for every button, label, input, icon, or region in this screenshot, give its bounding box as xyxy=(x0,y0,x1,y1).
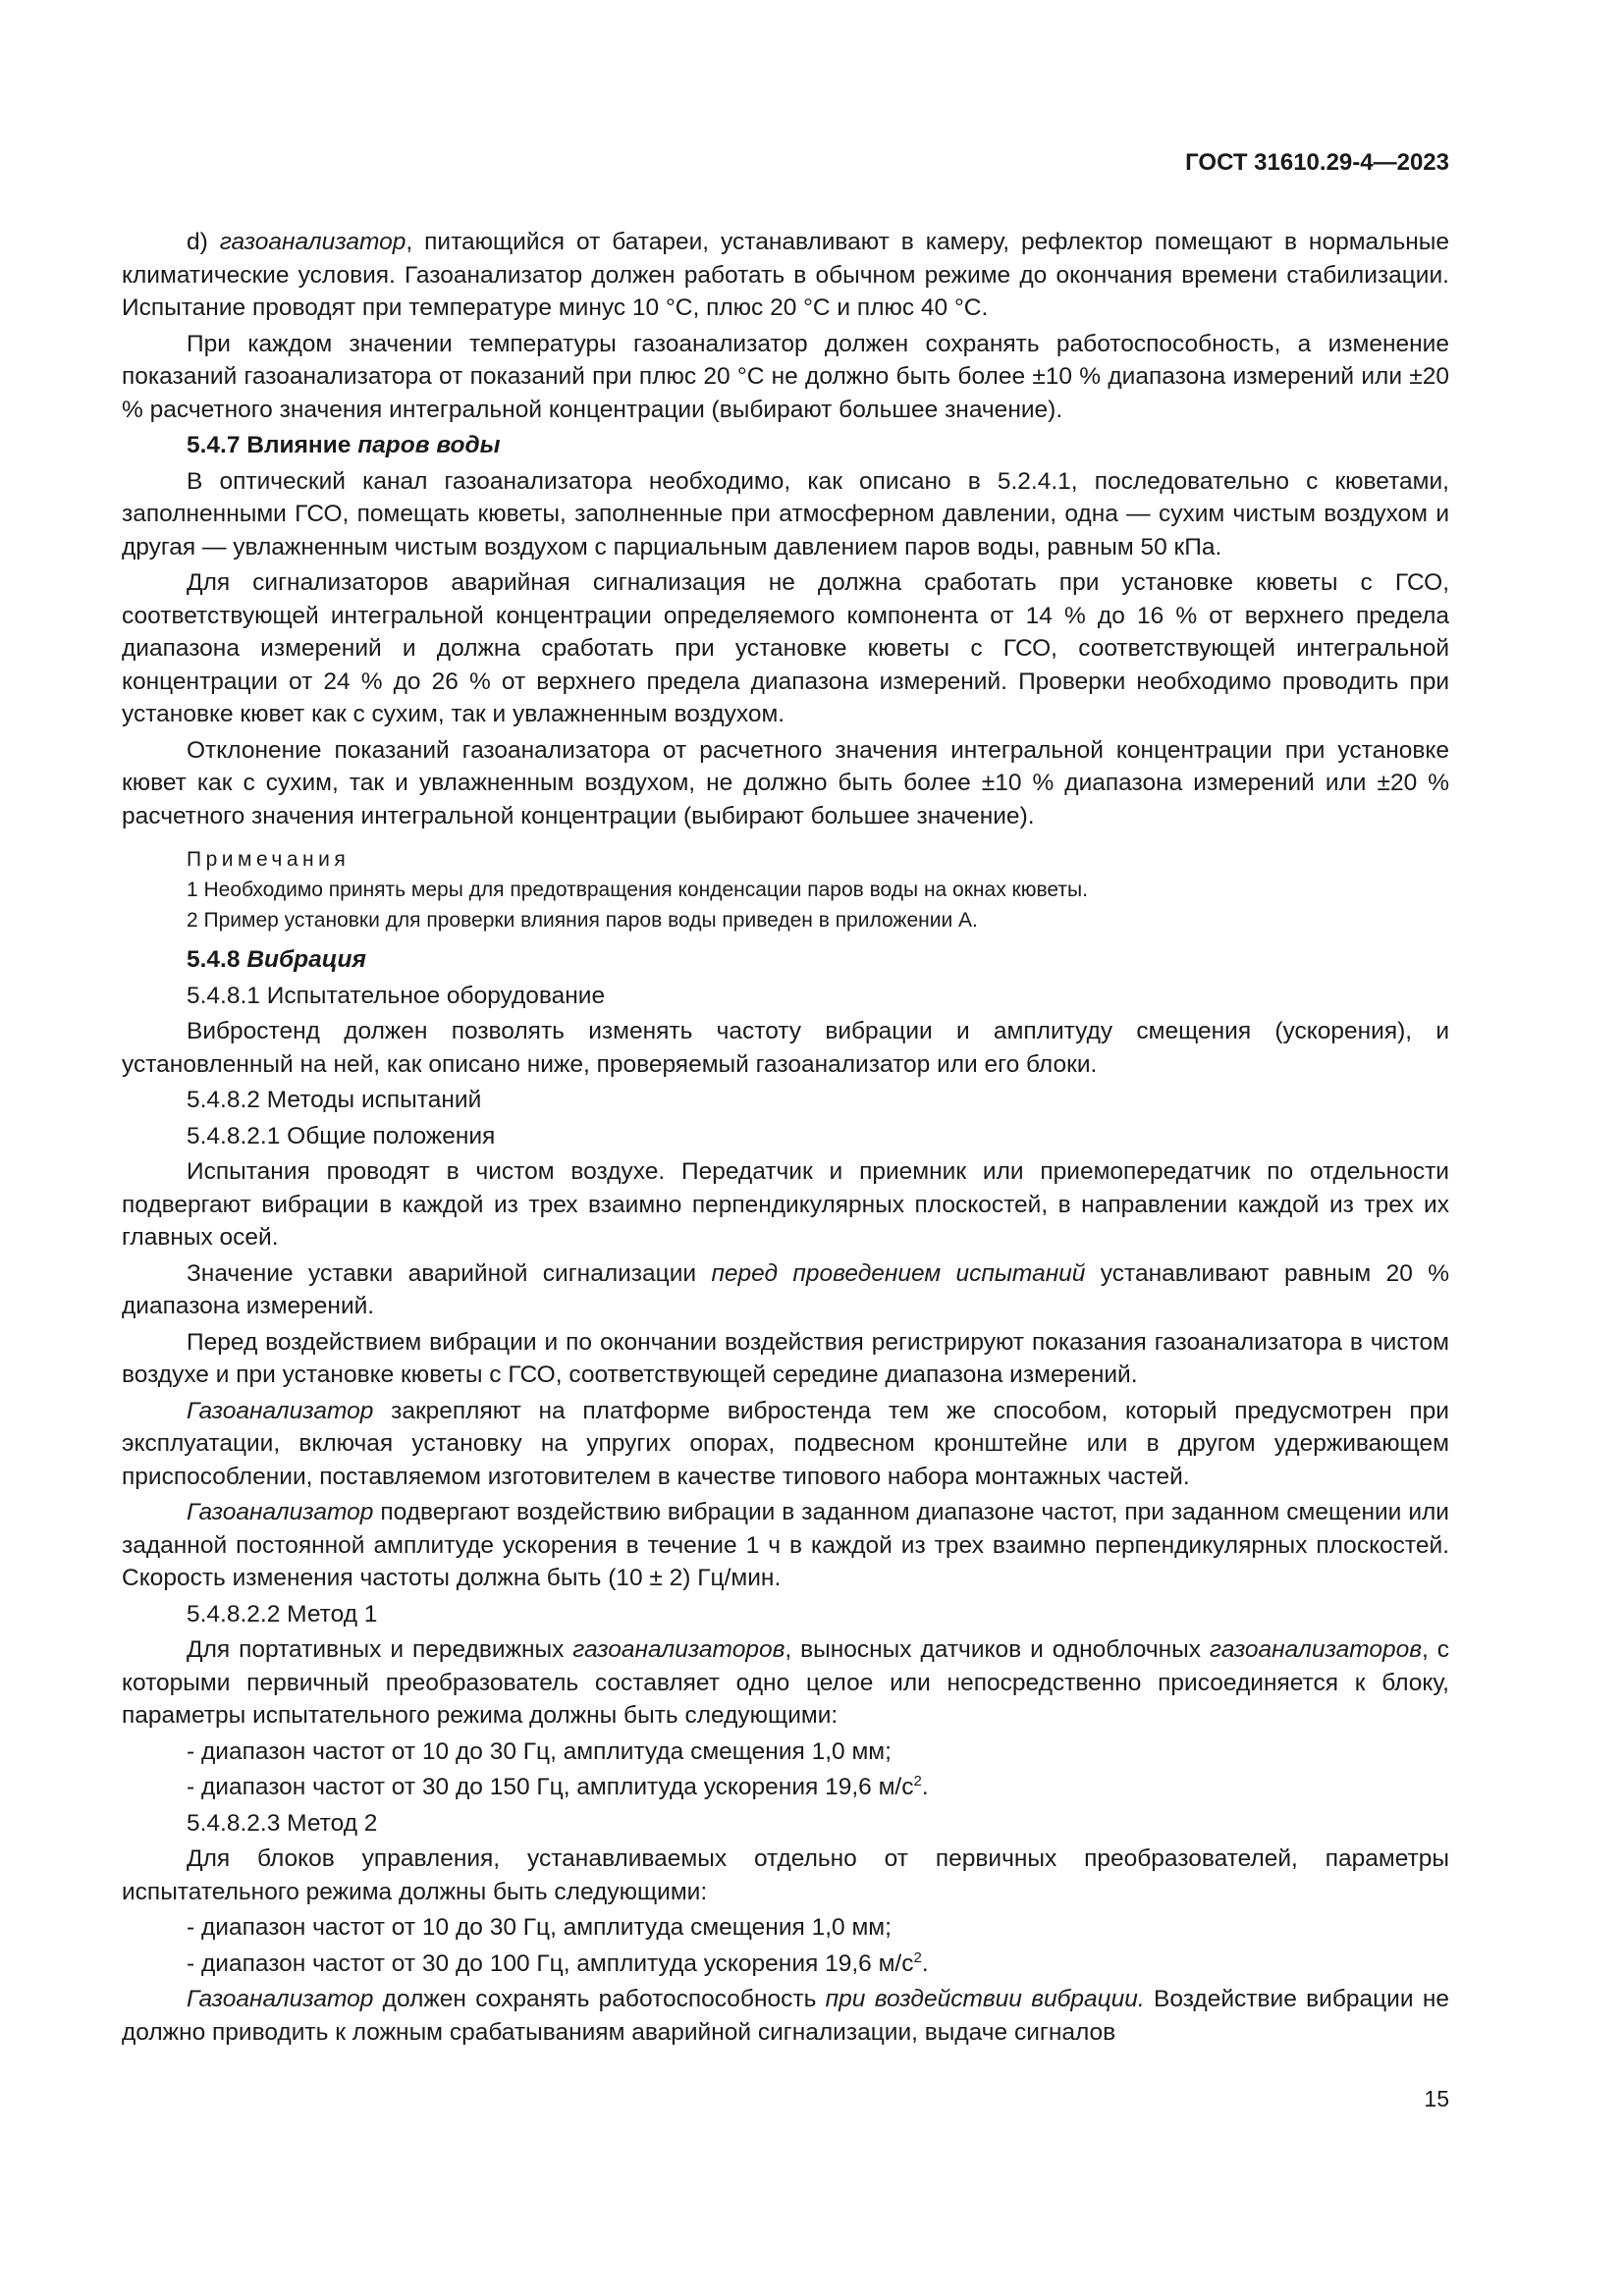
text-run: , выносных датчиков и одноблочных xyxy=(785,1636,1210,1663)
text-run: Для сигнализаторов аварийная сигнализация не должна сработать при установке кюветы с ГСО, соответствующей интегральной концентрации определяемого компонента от 14 % до 16 % от верхнего предела диапазона измерений и должна сработать при установке кюветы с ГСО, соответствующей интегральной концентрации от 24 % до 26 % от верхнего предела диапазона измерений. Проверки необходимо проводить при установке кювет как с сухим, так и увлажненным воздухом. xyxy=(122,569,1449,727)
paragraph xyxy=(122,734,1449,833)
italic-text: при воздействии вибрации. xyxy=(825,1986,1145,2012)
italic-text: газоанализаторов xyxy=(1209,1636,1422,1663)
paragraph xyxy=(122,328,1449,427)
notes-title: Примечания xyxy=(187,848,351,871)
text-run: В оптический канал газоанализатора необходимо, как описано в 5.2.4.1, последовательно с кюветами, заполненными ГСО, помещать кюветы, заполненные при атмосферном давлении, одна — сухим чистым воздухом и другая — увлажненным чистым воздухом с парциальным давлением паров воды, равным 50 кПа. xyxy=(122,467,1449,561)
subsection-heading xyxy=(122,1807,1449,1841)
section-heading xyxy=(122,429,1449,462)
list-item xyxy=(122,1948,1449,1981)
text-run: 5.4.7 Влияние xyxy=(187,432,358,458)
text-run: Для блоков управления, устанавливаемых отдельно от первичных преобразователей, параметры испытательного режима должны быть следующими: xyxy=(122,1845,1449,1905)
italic-text: Газоанализатор xyxy=(187,1397,374,1424)
text-run: 5.4.8.1 Испытательное оборудование xyxy=(187,982,606,1009)
text-run: - диапазон частот от 30 до 150 Гц, амплитуда ускорения 19,6 м/с xyxy=(187,1774,914,1800)
text-run: устанавливают равным 20 % диапазона измерений. xyxy=(122,1259,1449,1319)
italic-text: газоанализаторов xyxy=(572,1636,785,1663)
text-run: . xyxy=(921,1774,929,1800)
text-run: Испытания проводят в чистом воздухе. Передатчик и приемник или приемопередатчик по отдельности подвергают вибрации в каждой из трех взаимно перпендикулярных плоскостей, в направлении каждой из трех их главных осей. xyxy=(122,1158,1449,1251)
text-run: 5.4.8.2.1 Общие положения xyxy=(187,1122,496,1149)
subsection-heading xyxy=(122,1084,1449,1117)
document-number-header: ГОСТ 31610.29-4—2023 xyxy=(1185,149,1449,176)
paragraph xyxy=(122,1015,1449,1081)
subsection-heading xyxy=(122,980,1449,1013)
paragraph xyxy=(122,1326,1449,1392)
text-run: 5.4.8 xyxy=(187,946,247,973)
section-heading xyxy=(122,943,1449,977)
list-item xyxy=(122,1735,1449,1769)
text-run: 5.4.8.2 Методы испытаний xyxy=(187,1087,482,1113)
text-run: Воздействие вибрации не должно приводить к ложным срабатываниям аварийной сигнализации, выдаче сигналов xyxy=(122,1986,1449,2046)
page-number: 15 xyxy=(1424,2086,1449,2111)
text-run: , питающийся от батареи, устанавливают в камеру, рефлектор помещают в нормальные климатические условия. Газоанализатор должен работать в обычном режиме до окончания времени стабилизации. Испытание проводят при температуре минус 10 °С, плюс 20 °С и плюс 40 °С. xyxy=(122,229,1449,321)
text-run: , с которыми первичный преобразователь составляет одно целое или непосредственно присоединяется к блоку, параметры испытательного режима должны быть следующими: xyxy=(122,1636,1449,1729)
list-item xyxy=(122,1771,1449,1804)
list-item xyxy=(122,1911,1449,1945)
italic-text: Газоанализатор xyxy=(187,1499,374,1525)
paragraph xyxy=(122,1983,1449,2049)
paragraph xyxy=(122,566,1449,731)
paragraph xyxy=(122,1257,1449,1323)
text-run: Значение уставки аварийной сигнализации xyxy=(187,1259,712,1287)
text-run: 5.4.8.2.2 Метод 1 xyxy=(187,1600,378,1628)
text-run: - диапазон частот от 10 до 30 Гц, амплитуда смещения 1,0 мм; xyxy=(187,1914,892,1941)
paragraph xyxy=(122,1155,1449,1255)
text-run: - диапазон частот от 10 до 30 Гц, амплитуда смещения 1,0 мм; xyxy=(187,1737,892,1765)
document-body xyxy=(122,226,1449,2052)
text-run: Вибростенд должен позволять изменять частоту вибрации и амплитуду смещения (ускорения), и установленный на ней, как описано ниже, проверяемый газоанализатор или его блоки. xyxy=(122,1018,1449,1078)
text-run: - диапазон частот от 30 до 100 Гц, амплитуда ускорения 19,6 м/с xyxy=(187,1949,914,1977)
italic-text: газоанализатор xyxy=(219,229,406,255)
paragraph xyxy=(122,1395,1449,1494)
text-run: d) xyxy=(187,229,220,255)
italic-text: перед проведением испытаний xyxy=(711,1259,1086,1287)
superscript-text: 2 xyxy=(913,1773,922,1789)
text-run: Отклонение показаний газоанализатора от расчетного значения интегральной концентрации при установке кювет как с сухим, так и увлажненным воздухом, не должно быть более ±10 % диапазона измерений или ±20 % расчетного значения интегральной концентрации (выбирают большее значение). xyxy=(122,736,1449,829)
paragraph xyxy=(122,1496,1449,1595)
note-line: 2 Пример установки для проверки влияния паров воды приведен в приложении А. xyxy=(187,909,978,932)
text-run: должен сохранять работоспособность xyxy=(373,1986,826,2012)
subsection-heading xyxy=(122,1598,1449,1631)
text-run: подвергают воздействию вибрации в заданном диапазоне частот, при заданном смещении или заданной постоянной амплитуде ускорения в течение 1 ч в каждой из трех взаимно перпендикулярных плоскостей. Скорость изменения частоты должна быть (10 ± 2) Гц/мин. xyxy=(122,1499,1449,1591)
italic-text: Вибрация xyxy=(246,946,366,973)
paragraph xyxy=(122,465,1449,564)
italic-text: Газоанализатор xyxy=(187,1986,374,2012)
note-line: 1 Необходимо принять меры для предотвращения конденсации паров воды на окнах кюветы. xyxy=(187,879,1088,901)
text-run: закрепляют на платформе вибростенда тем же способом, который предусмотрен при эксплуатации, включая установку на упругих опорах, подвесном кронштейне или в другом удерживающем приспособлении, поставляемом изготовителем в качестве типового набора монтажных частей. xyxy=(122,1397,1449,1490)
subsection-heading xyxy=(122,1120,1449,1153)
italic-text: паров воды xyxy=(357,432,501,458)
text-run: 5.4.8.2.3 Метод 2 xyxy=(187,1809,378,1837)
text-run: . xyxy=(921,1949,929,1977)
paragraph xyxy=(122,226,1449,325)
paragraph xyxy=(122,1633,1449,1733)
paragraph xyxy=(122,1842,1449,1908)
text-run: При каждом значении температуры газоанализатор должен сохранять работоспособность, а изменение показаний газоанализатора от показаний при плюс 20 °С не должно быть более ±10 % диапазона измерений или ±20 % расчетного значения интегральной концентрации (выбирают большее значение). xyxy=(122,330,1449,423)
notes-block xyxy=(122,844,1449,935)
text-run: Для портативных и передвижных xyxy=(187,1636,573,1663)
superscript-text: 2 xyxy=(913,1949,922,1966)
text-run: Перед воздействием вибрации и по окончании воздействия регистрируют показания газоанализатора в чистом воздухе и при установке кюветы с ГСО, соответствующей середине диапазона измерений. xyxy=(122,1328,1449,1388)
